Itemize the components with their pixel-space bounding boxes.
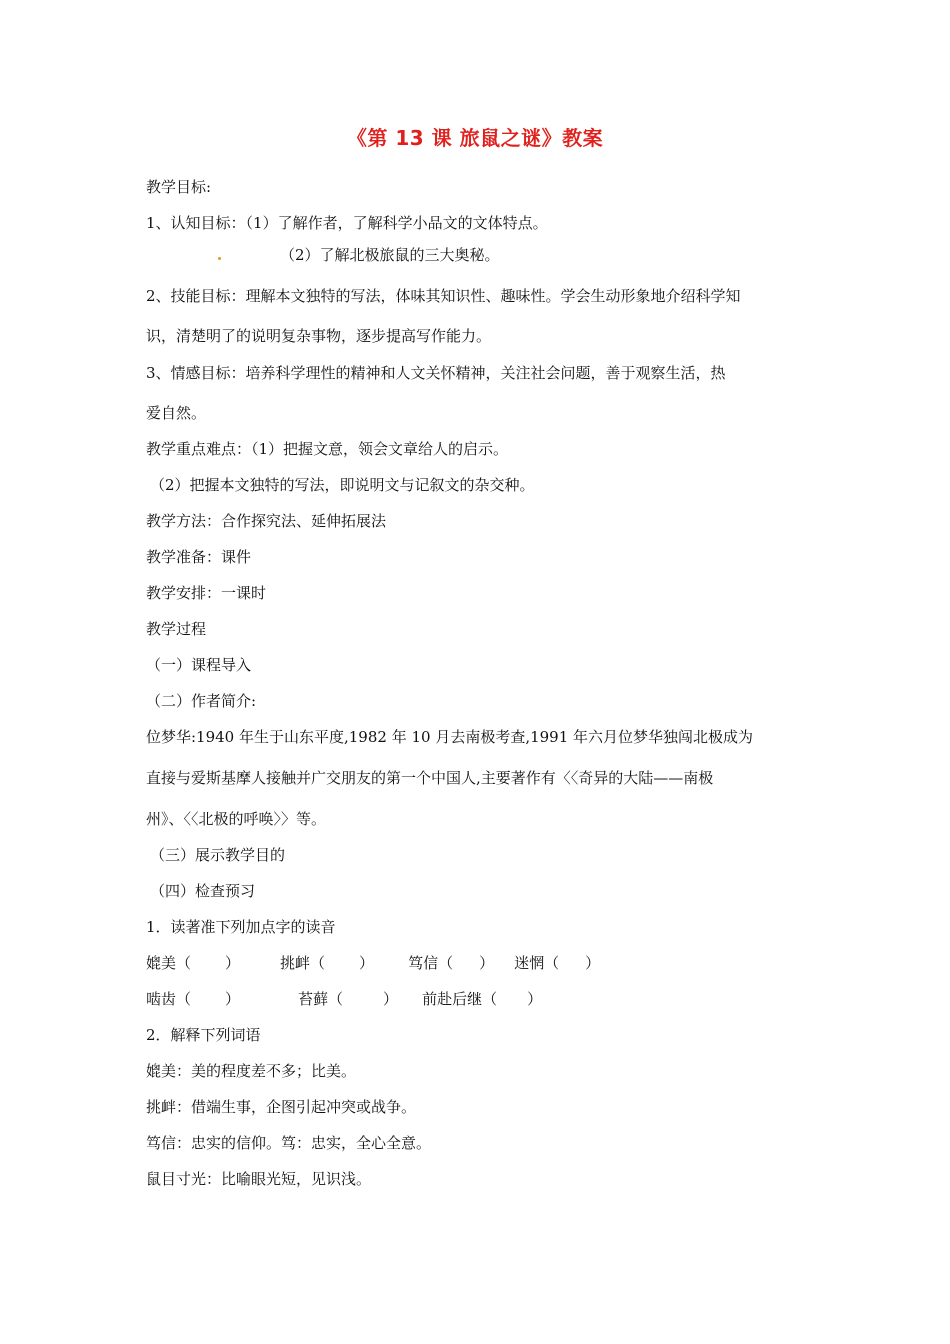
text-line: （三）展示教学目的	[150, 846, 286, 864]
word-item: 迷惘（	[514, 954, 560, 972]
text-line: 鼠目寸光：比喻眼光短，见识浅。	[146, 1170, 372, 1188]
text-line: （2）了解北极旅鼠的三大奥秘。	[280, 246, 500, 264]
page-title: 《第 13 课 旅鼠之谜》教案	[346, 126, 604, 150]
text-line: 州》、〈〈北极的呼唤〉〉等。	[146, 810, 327, 828]
text-line: 直接与爱斯基摩人接触并广交朋友的第一个中国人,主要著作有〈〈奇异的大陆——南极	[146, 769, 714, 787]
text-line: 1、认知目标：（1）了解作者，了解科学小品文的文体特点。	[146, 214, 548, 232]
text-line: 1．读著准下列加点字的读音	[146, 918, 336, 936]
word-item: 笃信（	[408, 954, 454, 972]
text-line: （四）检查预习	[150, 882, 256, 900]
stray-mark	[218, 257, 221, 260]
word-item: 媲美（	[146, 954, 192, 972]
text-line: （一）课程导入	[146, 656, 252, 674]
text-line: 2、技能目标：理解本文独特的写法，体味其知识性、趣味性。学会生动形象地介绍科学知	[146, 287, 741, 305]
text-line: 教学安排：一课时	[146, 584, 267, 602]
text-line: 位梦华:1940 年生于山东平度,1982 年 10 月去南极考查,1991 年六月位梦华独闯北极成为	[146, 728, 754, 746]
pinyin-row: 啮齿（ ） 苔藓（ ） 前赴后继（ ）	[146, 990, 543, 1008]
text-line: 教学过程	[146, 620, 207, 638]
word-item: 前赴后继（	[422, 990, 498, 1008]
text-line: 教学目标:	[146, 178, 212, 196]
word-item: 挑衅（	[280, 954, 326, 972]
text-line: 爱自然。	[146, 404, 207, 422]
text-line: 教学方法：合作探究法、延伸拓展法	[146, 512, 387, 530]
text-line: 识，清楚明了的说明复杂事物，逐步提高写作能力。	[146, 327, 492, 345]
text-line: （二）作者简介:	[146, 692, 257, 710]
text-line: 2．解释下列词语	[146, 1026, 261, 1044]
text-line: 挑衅：借端生事，企图引起冲突或战争。	[146, 1098, 417, 1116]
text-line: （2）把握本文独特的写法，即说明文与记叙文的杂交种。	[150, 476, 535, 494]
text-line: 3、情感目标：培养科学理性的精神和人文关怀精神，关注社会问题，善于观察生活，热	[146, 364, 726, 382]
text-line: 教学准备：课件	[146, 548, 252, 566]
pinyin-row: 媲美（ ） 挑衅（ ） 笃信（ ） 迷惘（ ）	[146, 954, 601, 972]
word-item: 苔藓（	[298, 990, 344, 1008]
text-line: 笃信：忠实的信仰。笃：忠实，全心全意。	[146, 1134, 432, 1152]
text-line: 教学重点难点：（1）把握文意，领会文章给人的启示。	[146, 440, 509, 458]
text-line: 媲美：美的程度差不多；比美。	[146, 1062, 357, 1080]
word-item: 啮齿（	[146, 990, 192, 1008]
